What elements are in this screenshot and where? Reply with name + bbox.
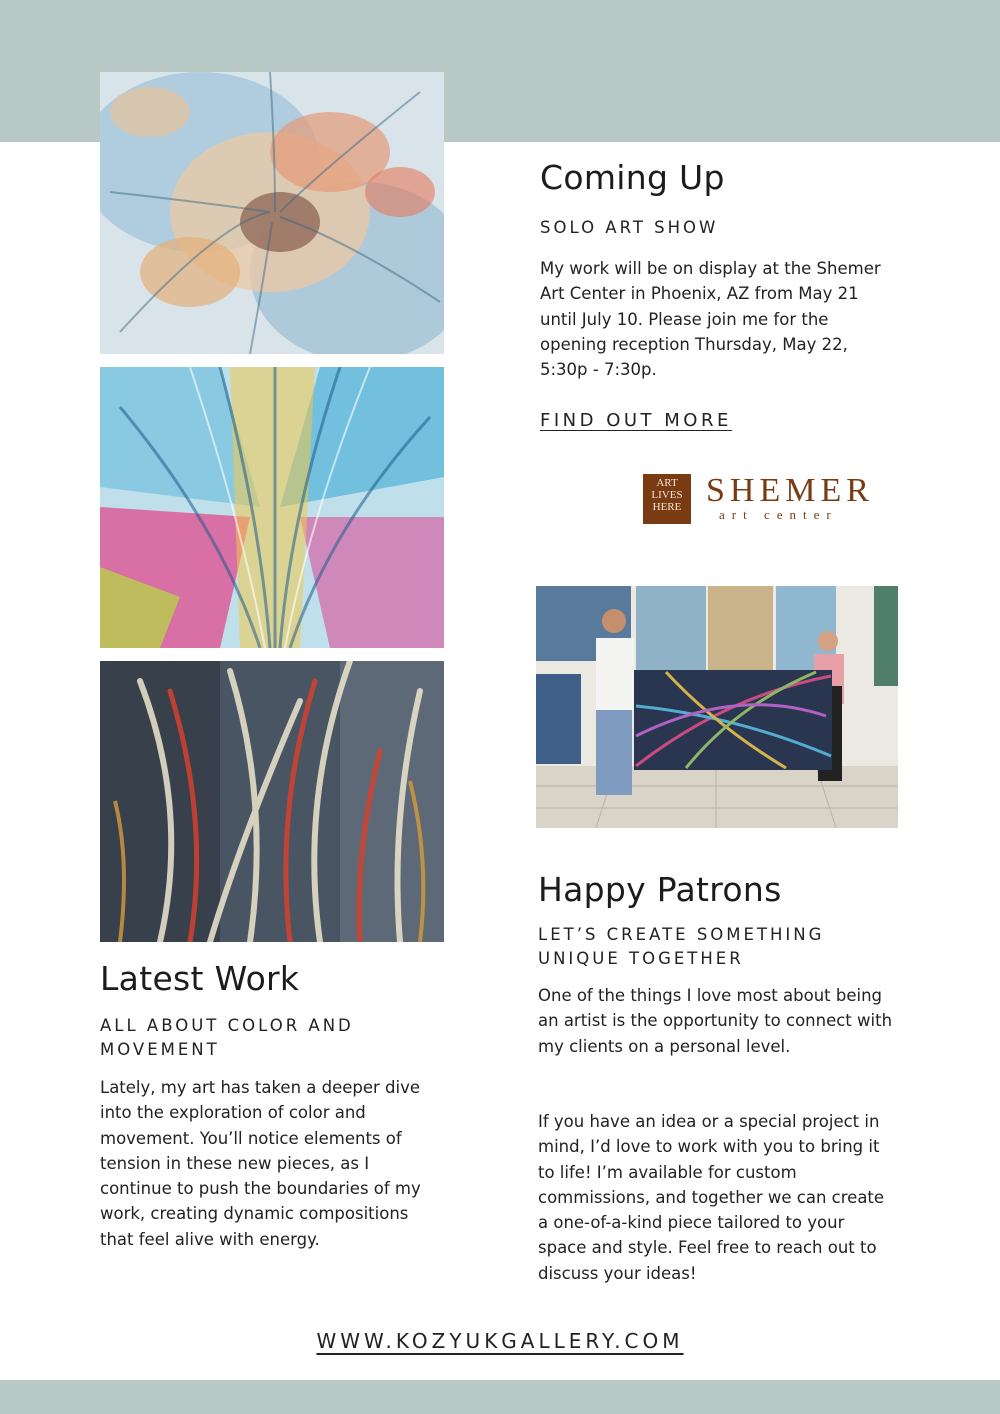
- happy-patrons-photo: [536, 586, 898, 828]
- happy-patrons-paragraph-1: One of the things I love most about being an artist is the opportunity to connect with my clients on a personal level.: [538, 986, 893, 1056]
- art-lives-here-badge: ART LIVES HERE: [643, 474, 691, 524]
- website-link[interactable]: WWW.KOZYUKGALLERY.COM: [316, 1329, 684, 1353]
- coming-up-heading: Coming Up: [540, 158, 725, 197]
- find-out-more-link[interactable]: FIND OUT MORE: [540, 410, 732, 431]
- painting-2-image: [100, 367, 444, 648]
- happy-patrons-subheading: LET’S CREATE SOMETHING UNIQUE TOGETHER: [538, 925, 825, 968]
- happy-patrons-paragraph-2: If you have an idea or a special project in mind, I’d love to work with you to bring it to life! I’m available for custom commissions, and together we can create a one-of-a-kind piece tailored to your space and style. Feel free to reach out to discuss your ideas!: [538, 1112, 885, 1283]
- coming-up-subheading: SOLO ART SHOW: [540, 218, 719, 237]
- art-center-tagline: art center: [719, 507, 838, 522]
- painting-1-image: [100, 72, 444, 354]
- latest-work-heading: Latest Work: [100, 959, 300, 998]
- shemer-art-center-logo: [643, 474, 901, 526]
- painting-3-image: [100, 661, 444, 942]
- happy-patrons-heading: Happy Patrons: [538, 870, 782, 909]
- shemer-wordmark: SHEMER: [706, 472, 874, 509]
- bottom-color-band: [0, 1380, 1000, 1414]
- latest-work-body: Lately, my art has taken a deeper dive into the exploration of color and movement. You’ll notice elements of tension in these new pieces, as I continue to push the boundaries of my work, creating dynamic compositions that feel alive with energy.: [100, 1078, 421, 1249]
- latest-work-subheading: ALL ABOUT COLOR AND MOVEMENT: [100, 1016, 354, 1059]
- footer: [0, 1329, 1000, 1353]
- coming-up-body: My work will be on display at the Shemer Art Center in Phoenix, AZ from May 21 until July 10. Please join me for the opening reception Thursday, May 22, 5:30p - 7:30p.: [540, 259, 881, 380]
